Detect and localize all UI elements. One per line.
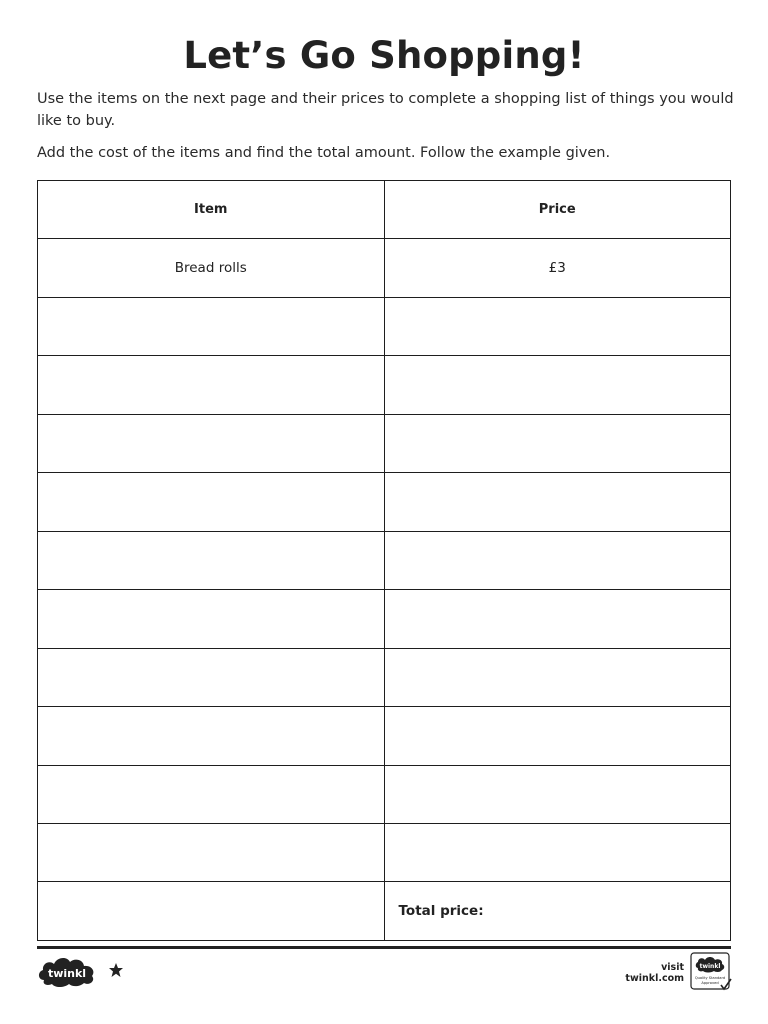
item-cell[interactable] [38,648,385,706]
example-item-cell: Bread rolls [38,239,385,297]
table-row [38,414,731,472]
price-cell[interactable] [384,531,731,589]
table-row [38,297,731,355]
table-row [38,590,731,648]
price-cell[interactable] [384,765,731,823]
total-row [38,882,731,941]
item-cell[interactable] [38,823,385,881]
item-cell[interactable] [38,765,385,823]
item-cell[interactable] [38,531,385,589]
quality-standard-badge [690,952,732,992]
price-cell[interactable] [384,356,731,414]
price-cell[interactable] [384,648,731,706]
item-cell[interactable] [38,707,385,765]
table-row [38,648,731,706]
badge-text-2: Approved [701,981,719,985]
shopping-list-table [37,180,731,941]
page-title: Let’s Go Shopping! [183,34,585,77]
item-cell[interactable] [38,590,385,648]
item-column-header: Item [38,181,385,239]
price-cell[interactable] [384,297,731,355]
instruction-text-2: Add the cost of the items and find the total amount. Follow the example given. [37,145,611,161]
price-cell[interactable] [384,823,731,881]
price-column-header: Price [384,181,731,239]
example-row [38,239,731,297]
example-price-cell: £3 [384,239,731,297]
logo-text: twinkl [47,967,87,980]
price-cell[interactable] [384,590,731,648]
table-row [38,707,731,765]
total-price-label: Total price: [384,882,731,941]
visit-twinkl-text: visit twinkl.com [625,962,684,984]
total-empty-cell[interactable] [38,882,385,941]
table-row [38,823,731,881]
item-cell[interactable] [38,414,385,472]
badge-brand: twinkl [699,963,721,970]
item-cell[interactable] [38,297,385,355]
price-cell[interactable] [384,473,731,531]
table-row [38,473,731,531]
badge-text-1: Quality Standard [694,976,726,980]
item-cell[interactable] [38,473,385,531]
star-icon [108,962,124,978]
footer-divider [37,946,731,949]
item-cell[interactable] [38,356,385,414]
table-row [38,765,731,823]
table-row [38,531,731,589]
table-row [38,356,731,414]
price-cell[interactable] [384,414,731,472]
price-cell[interactable] [384,707,731,765]
twinkl-logo [36,954,98,988]
table-header-row [38,181,731,239]
instruction-text-1: Use the items on the next page and their prices to complete a shopping list of things you would like to buy. [37,91,734,129]
